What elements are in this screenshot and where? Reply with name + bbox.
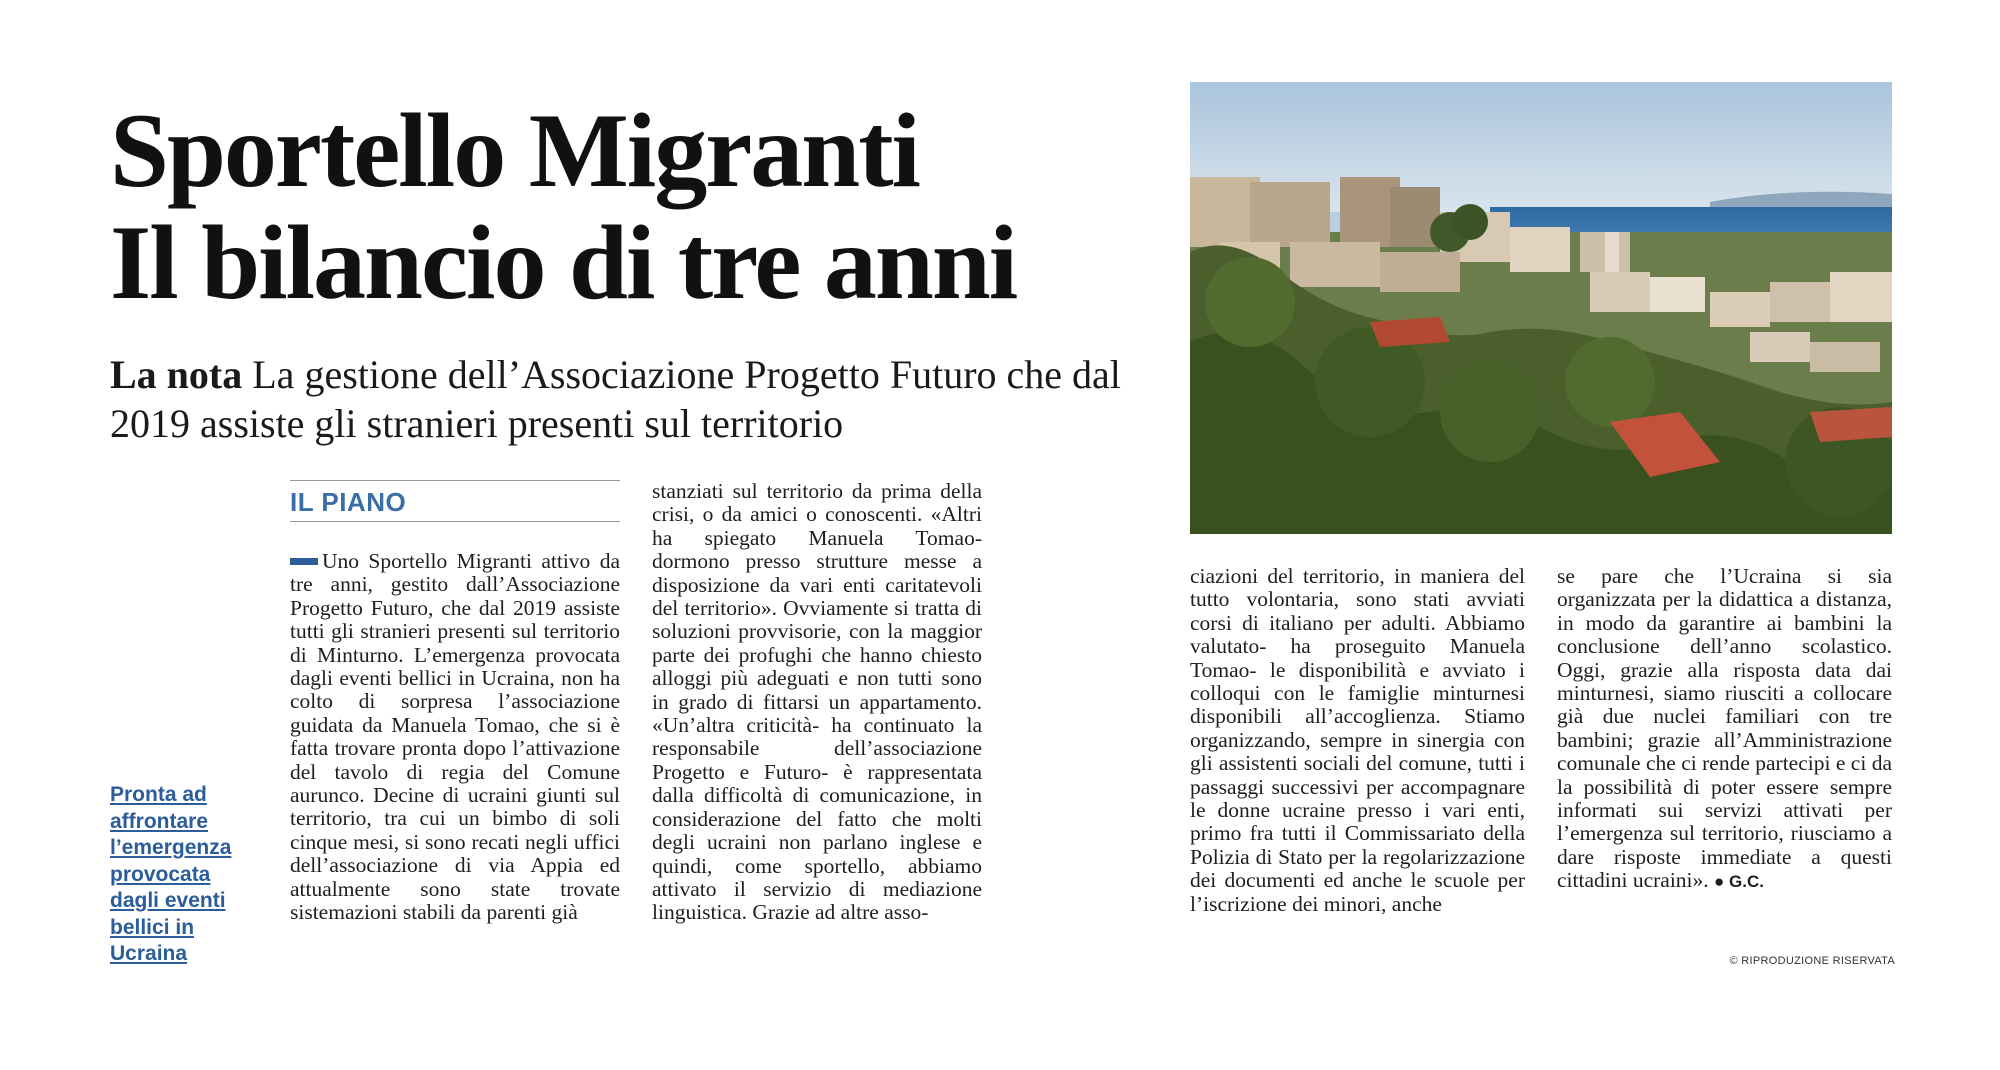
article-photo: [1190, 82, 1892, 534]
subheadline: [110, 350, 1160, 448]
body-text-4: se pare che l’Ucraina si sia organizzata per la didattica a distanza, in modo da garantire ai bambini la conclusione dell’anno scolastico. Oggi, grazie alla risposta data dai minturnesi, siamo riusciti a collocare già due nuclei familiari con tre bambini; grazie all’Amministrazione comunale che ci rende partecipi e ci da la possibilità di poter essere sempre informati sui servizi attivati per l’emergenza sul territorio, riusciamo a dare risposte immediate a questi cittadini ucraini».: [1557, 564, 1892, 893]
body-column-3: [1190, 565, 1525, 916]
body-column-1: [290, 550, 620, 925]
headline: [110, 92, 1170, 321]
subhead-label: La nota: [110, 352, 243, 397]
body-text-3: ciazioni del territorio, in maniera del tutto volontaria, sono stati avviati corsi di italiano per adulti. Abbiamo valutato- ha proseguito Manuela Tomao- le disponibilità e avviato i colloqui con le famiglie minturnesi disponibili all’accoglienza. Stiamo organizzando, sempre in sinergia con gli assistenti sociali del comune, tutti i passaggi successivi per accompagnare le donne ucraine presso i vari enti, primo fra tutti il Commissariato della Polizia di Stato per la regolarizzazione dei documenti ed anche le scuole per l’iscrizione dei minori, anche: [1190, 564, 1525, 916]
headline-line-1: Sportello Migranti: [110, 92, 919, 209]
body-column-4: [1557, 565, 1892, 894]
headline-line-2: Il bilancio di tre anni: [110, 204, 1017, 321]
body-text-1: Uno Sportello Migranti attivo da tre anni, gestito dall’Associazione Progetto Futuro, che dal 2019 assiste tutti gli stranieri presenti sul territorio di Minturno. L’emergenza provocata dagli eventi bellici in Ucraina, non ha colto di sorpresa l’associazione guidata da Manuela Tomao, che si è fatta trovare pronta dopo l’attivazione del tavolo di regia del Comune aurunco. Decine di ucraini giunti sul territorio, tra cui un bimbo di soli cinque mesi, si sono recati negli uffici dell’associazione di via Appia ed attualmente sono state trovate sistemazioni stabili da parenti già: [290, 549, 620, 925]
copyright-notice: © RIPRODUZIONE RISERVATA: [1729, 955, 1895, 967]
subhead-text: La gestione dell’Associazione Progetto Futuro che dal 2019 assiste gli stranieri presenti sul territorio: [110, 352, 1121, 446]
body-column-2: [652, 480, 982, 925]
lead-marker: [290, 558, 318, 565]
body-text-2: stanziati sul territorio da prima della crisi, o da amici o conoscenti. «Altri ha spiegato Manuela Tomao- dormono presso strutture messe a disposizione da vari enti caritatevoli del territorio». Ovviamente si tratta di soluzioni provvisorie, con la maggior parte dei profughi che hanno chiesto alloggi più adeguati e non tutti sono in grado di fittarsi un appartamento. «Un’altra criticità- ha continuato la responsabile dell’associazione Progetto e Futuro- è rappresentata dalla difficoltà di comunicazione, in considerazione del fatto che molti degli ucraini non parlano inglese e quindi, come sportello, abbiamo attivato il servizio di mediazione linguistica. Grazie ad altre asso-: [652, 479, 982, 925]
section-kicker: IL PIANO: [290, 480, 620, 522]
author-signature: ● G.C.: [1714, 872, 1764, 892]
town-landscape-photo: [1190, 82, 1892, 534]
pull-quote: Pronta ad affrontare l’emergenza provocata dagli eventi bellici in Ucraina: [110, 783, 232, 965]
